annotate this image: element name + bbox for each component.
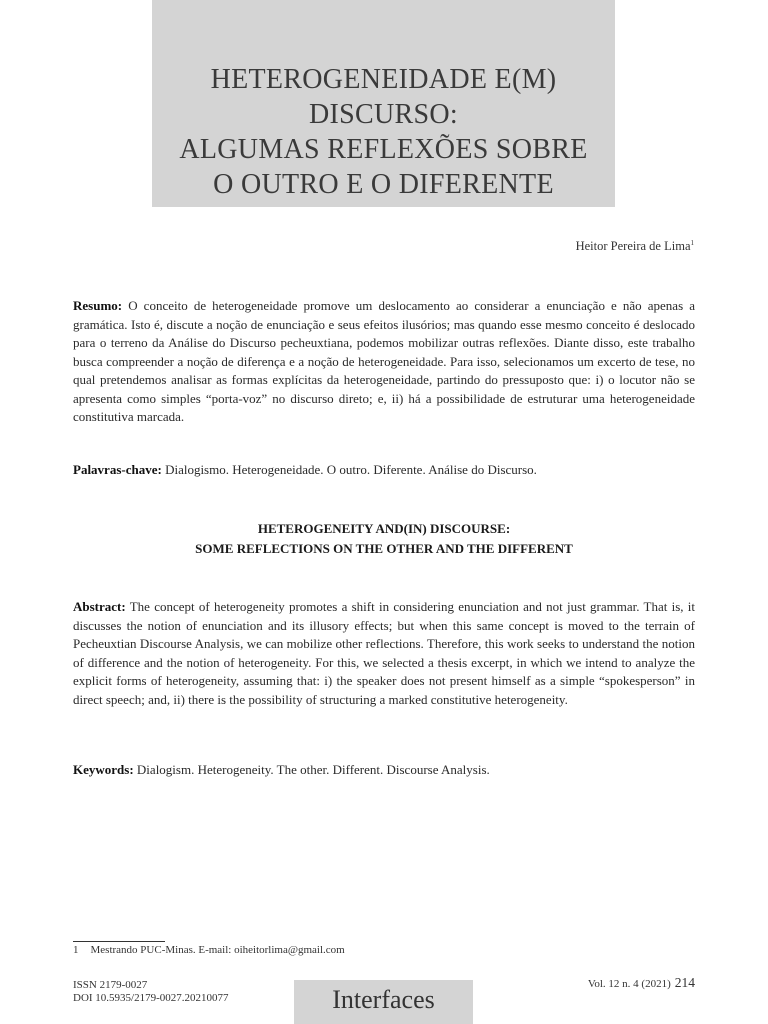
title-line: ALGUMAS REFLEXÕES SOBRE	[179, 134, 588, 165]
footnote-text: Mestrando PUC-Minas. E-mail: oiheitorlima@gmail.com	[90, 944, 345, 956]
palavras-chave-paragraph	[73, 461, 695, 480]
volume-info	[588, 975, 695, 991]
title-line: DISCURSO:	[309, 99, 458, 130]
footnote	[73, 944, 345, 956]
title-line: O OUTRO E O DIFERENTE	[213, 169, 554, 200]
abstract-paragraph	[73, 598, 695, 709]
resumo-label: Resumo:	[73, 298, 123, 313]
journal-name: Interfaces	[332, 985, 435, 1014]
english-title-line: HETEROGENEITY AND(IN) DISCOURSE:	[257, 521, 511, 536]
page-number: 214	[674, 975, 695, 990]
title-box	[152, 0, 615, 207]
doi: DOI 10.5935/2179-0027.20210077	[73, 992, 229, 1004]
palavras-chave-text: Dialogismo. Heterogeneidade. O outro. Diferente. Análise do Discurso.	[161, 462, 537, 477]
issn: ISSN 2179-0027	[73, 979, 148, 991]
keywords-text: Dialogism. Heterogeneity. The other. Different. Discourse Analysis.	[133, 762, 490, 777]
author-footnote-mark: 1	[690, 239, 694, 247]
title-line: HETEROGENEIDADE E(M)	[210, 64, 557, 95]
palavras-chave-label: Palavras-chave:	[73, 462, 162, 477]
keywords-label: Keywords:	[73, 762, 134, 777]
resumo-text: O conceito de heterogeneidade promove um deslocamento ao considerar a enunciação e não apenas a gramática. Isto é, discute a noção de enunciação e seus efeitos ilusórios; mas quando esse mesmo conceito é deslocado para o terreno da Análise do Discurso pecheuxtiana, podemos mobilizar outras reflexões. Diante disso, este trabalho busca compreender a noção de diferença e a noção de heterogeneidade. Para isso, selecionamos um excerto de tese, no qual pretendemos analisar as formas explícitas da heterogeneidade, partindo do pressuposto que: i) o locutor não se apresenta como simples “porta-voz” no discurso direto; e, ii) há a possibilidade de estruturar uma heterogeneidade constitutiva marcada.	[73, 298, 695, 424]
author-line	[576, 239, 694, 254]
keywords-paragraph	[73, 761, 695, 780]
abstract-text: The concept of heterogeneity promotes a shift in considering enunciation and not just grammar. That is, it discusses the notion of enunciation and its illusory effects; but when this same concept is moved to the terrain of Pecheuxtian Discourse Analysis, we can mobilize other reflections. Therefore, this work seeks to understand the notion of difference and the notion of heterogeneity. For this, we selected a thesis excerpt, in which we intend to analyze the explicit forms of heterogeneity, assuming that: i) the speaker does not present himself as a simple “spokesperson” in direct speech; and, ii) there is the possibility of structuring a marked constitutive heterogeneity.	[73, 599, 695, 707]
footnote-number: 1	[73, 944, 79, 956]
footnote-divider	[73, 941, 165, 942]
resumo-paragraph	[73, 297, 695, 427]
english-title-line: SOME REFLECTIONS ON THE OTHER AND THE DIFFERENT	[195, 541, 573, 556]
english-title	[0, 519, 768, 559]
volume: Vol. 12 n. 4 (2021)	[587, 978, 671, 990]
abstract-label: Abstract:	[73, 599, 126, 614]
paper-title	[152, 62, 615, 202]
journal-box	[294, 980, 473, 1024]
author-name: Heitor Pereira de Lima	[575, 239, 691, 254]
issn-block	[73, 979, 229, 1005]
